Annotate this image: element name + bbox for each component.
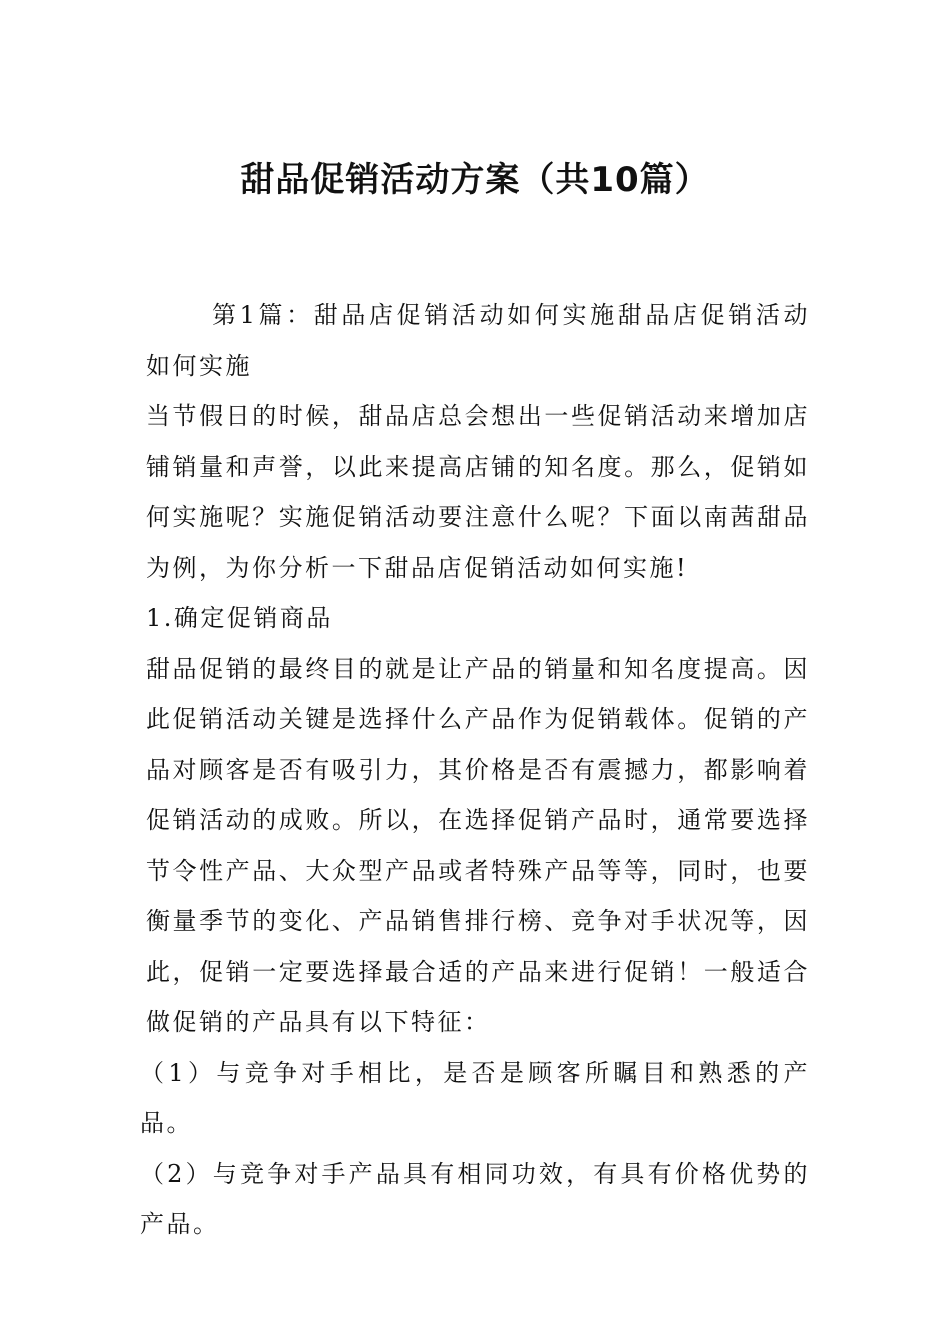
body-paragraph: 甜品促销的最终目的就是让产品的销量和知名度提高。因此促销活动关键是选择什么产品作为促销载体。促销的产品对顾客是否有吸引力，其价格是否有震撼力，都影响着促销活动的成败。所以，在选择促销产品时，通常要选择节令性产品、大众型产品或者特殊产品等等，同时，也要衡量季节的变化、产品销售排行榜、竞争对手状况等，因此，促销一定要选择最合适的产品来进行促销！一般适合做促销的产品具有以下特征： <box>146 654 810 1036</box>
subheading-1: 1.确定促销商品 <box>146 604 333 632</box>
intro-paragraph: 当节假日的时候，甜品店总会想出一些促销活动来增加店铺销量和声誉，以此来提高店铺的知名度。那么，促销如何实施呢？实施促销活动要注意什么呢？下面以南茜甜品为例，为你分析一下甜品店促销活动如何实施! <box>146 402 810 582</box>
list-item-1: （1）与竞争对手相比，是否是顾客所瞩目和熟悉的产品。 <box>140 1058 810 1137</box>
document-title: 甜品促销活动方案（共10篇） <box>240 160 710 200</box>
section-heading: 第1篇：甜品店促销活动如何实施甜品店促销活动如何实施 <box>146 301 810 380</box>
list-item-2: （2）与竞争对手产品具有相同功效，有具有价格优势的产品。 <box>140 1159 810 1238</box>
document-body <box>140 290 810 1250</box>
